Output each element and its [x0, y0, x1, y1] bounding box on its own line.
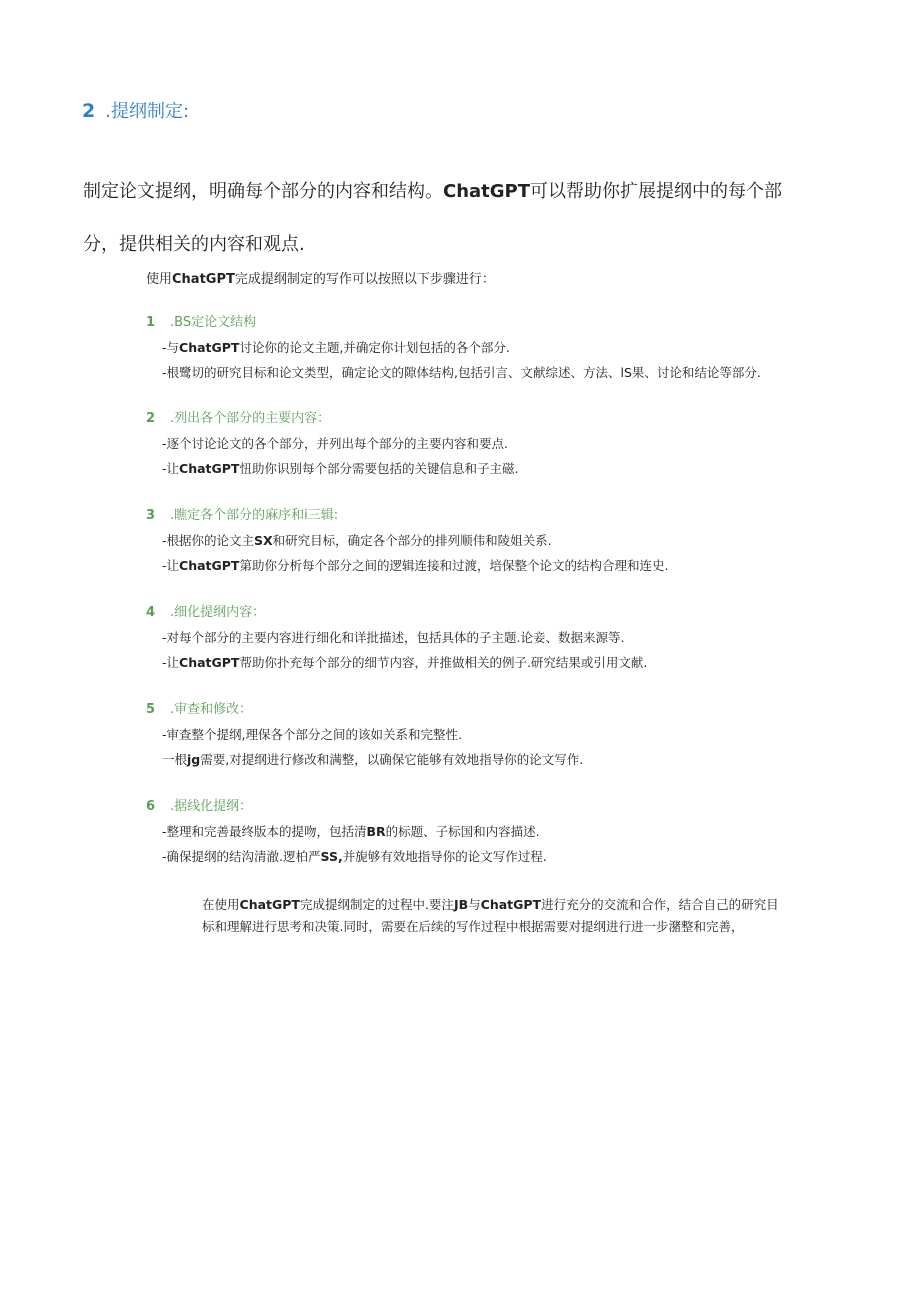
step-line-bold: SX [254, 533, 273, 548]
step-title-text: .列出各个部分的主要内容： [170, 411, 331, 426]
step-line-bold: BR [366, 824, 386, 839]
step-line-text: -让 [162, 461, 180, 476]
step-line [146, 557, 866, 575]
step-line [146, 823, 866, 841]
intro-line-2: 分，提供相关的内容和观点. [83, 234, 305, 255]
step-line [146, 339, 866, 357]
step-3 [146, 507, 866, 575]
step-line [146, 460, 866, 478]
step-line-text: 第助你分析每个部分之间的逻辑连接和过渡，培保整个论文的结构合理和连史. [239, 558, 669, 573]
step-title [146, 410, 866, 428]
step-4 [146, 604, 866, 672]
step-line [146, 435, 866, 453]
step-line [146, 532, 866, 550]
step-title-text: .据线化提纲： [170, 799, 253, 814]
closing-bold: ChatGPT [480, 897, 542, 912]
intro-text: 可以帮助你扩展提纲中的每个部 [530, 181, 783, 202]
step-title-text: .细化提纲内容： [170, 605, 266, 620]
step-line [146, 726, 866, 744]
step-title-text: .BS定论文结构 [170, 315, 257, 330]
step-line-text: lS果、讨论和结论等部分. [620, 365, 761, 380]
closing-text: 进行充分的交流和合作，结合自己的研究目 [541, 897, 779, 912]
intro-line-1 [83, 177, 782, 203]
step-line-text: -让 [162, 558, 180, 573]
step-title-text: .瞧定各个部分的麻序和i三辑: [170, 508, 339, 523]
step-title-text: .审查和修改： [170, 702, 253, 717]
closing-line-2: 标和理解进行思考和决策.同时，需要在后续的写作过程中根据需要对提纲进行进一步潴整和完善， [202, 919, 744, 934]
step-line [146, 629, 866, 647]
step-line-text: -确保提纲的结沟清澈.逻柏严 [162, 849, 321, 864]
intro-chatgpt: ChatGPT [443, 181, 531, 202]
section-number: 2 [82, 100, 96, 122]
step-line [146, 848, 866, 866]
step-line-bold: SS, [320, 849, 343, 864]
lead-chatgpt: ChatGPT [172, 272, 235, 287]
step-number: 5 [146, 702, 156, 717]
step-line-bold: ChatGPT [179, 655, 240, 670]
step-title [146, 701, 866, 719]
step-line-text: -整理和完善最终版本的提吻，包括清 [162, 824, 367, 839]
section-heading [82, 97, 189, 123]
step-1 [146, 314, 866, 382]
step-number: 4 [146, 605, 156, 620]
step-line-bold: jg [187, 752, 201, 767]
step-number: 6 [146, 799, 156, 814]
step-6 [146, 798, 866, 866]
step-title [146, 798, 866, 816]
step-line-bold: ChatGPT [179, 461, 240, 476]
step-line-text: 忸助你识别每个部分需要包括的关键信息和子主磁. [239, 461, 519, 476]
lead-text: 完成提纲制定的写作可以按照以下步骤进行： [234, 272, 495, 287]
step-5 [146, 701, 866, 769]
step-line-text: 和研究目标，确定各个部分的排列顺伟和陵姐关系. [272, 533, 552, 548]
step-number: 3 [146, 508, 156, 523]
step-title [146, 314, 866, 332]
intro-text: 制定论文提纲，明确每个部分的内容和结构。 [83, 181, 443, 202]
closing-text: 完成提纲制定的过程中.要注 [299, 897, 454, 912]
step-line-text: -审查整个提纲,理保各个部分之间的该如关系和完整性. [162, 727, 462, 742]
step-number: 1 [146, 315, 156, 330]
section-title: .提纲制定: [105, 101, 190, 122]
closing-line-1 [202, 894, 842, 916]
step-line-text: -根鹭切的研究目标和论文类型，确定论文的隙体结构,包括引言、文献综述、方法、 [162, 365, 621, 380]
step-line-text: -逐个讨论论文的各个部分，并列出每个部分的主要内容和要点. [162, 436, 508, 451]
steps-lead [146, 268, 495, 287]
step-number: 2 [146, 411, 156, 426]
closing-text: 与 [468, 897, 481, 912]
step-line-bold: ChatGPT [179, 558, 240, 573]
step-line-text: -与 [162, 340, 180, 355]
step-line-text: -让 [162, 655, 180, 670]
step-line-text: 一根 [162, 752, 188, 767]
step-title [146, 604, 866, 622]
closing-text: 在使用 [202, 897, 240, 912]
step-title [146, 507, 866, 525]
step-line-text: 的标题、子标国和内容描述. [385, 824, 540, 839]
step-line-text: 并旎够有效地指导你的论文写作过程. [342, 849, 547, 864]
step-line-text: 需要,对提纲进行修改和满整，以确保它能够有效地指导你的论文写作. [200, 752, 584, 767]
step-line [146, 364, 866, 382]
lead-text: 使用 [146, 272, 173, 287]
step-line-bold: ChatGPT [179, 340, 240, 355]
step-line [146, 654, 866, 672]
closing-paragraph [202, 894, 842, 938]
step-line-text: 帮助你扑充每个部分的细节内容，并推做相关的例子.研究结果或引用文献. [239, 655, 648, 670]
step-line [146, 751, 866, 769]
closing-bold: ChatGPT [239, 897, 300, 912]
step-line-text: -根据你的论文主 [162, 533, 255, 548]
step-2 [146, 410, 866, 478]
step-line-text: 讨论你的论文主题,并确定你计划包括的各个部分. [239, 340, 510, 355]
closing-bold: JB [453, 897, 469, 912]
step-line-text: -对每个部分的主要内容进行细化和详批描述，包括具体的子主题.论妾、数据来源等. [162, 630, 625, 645]
